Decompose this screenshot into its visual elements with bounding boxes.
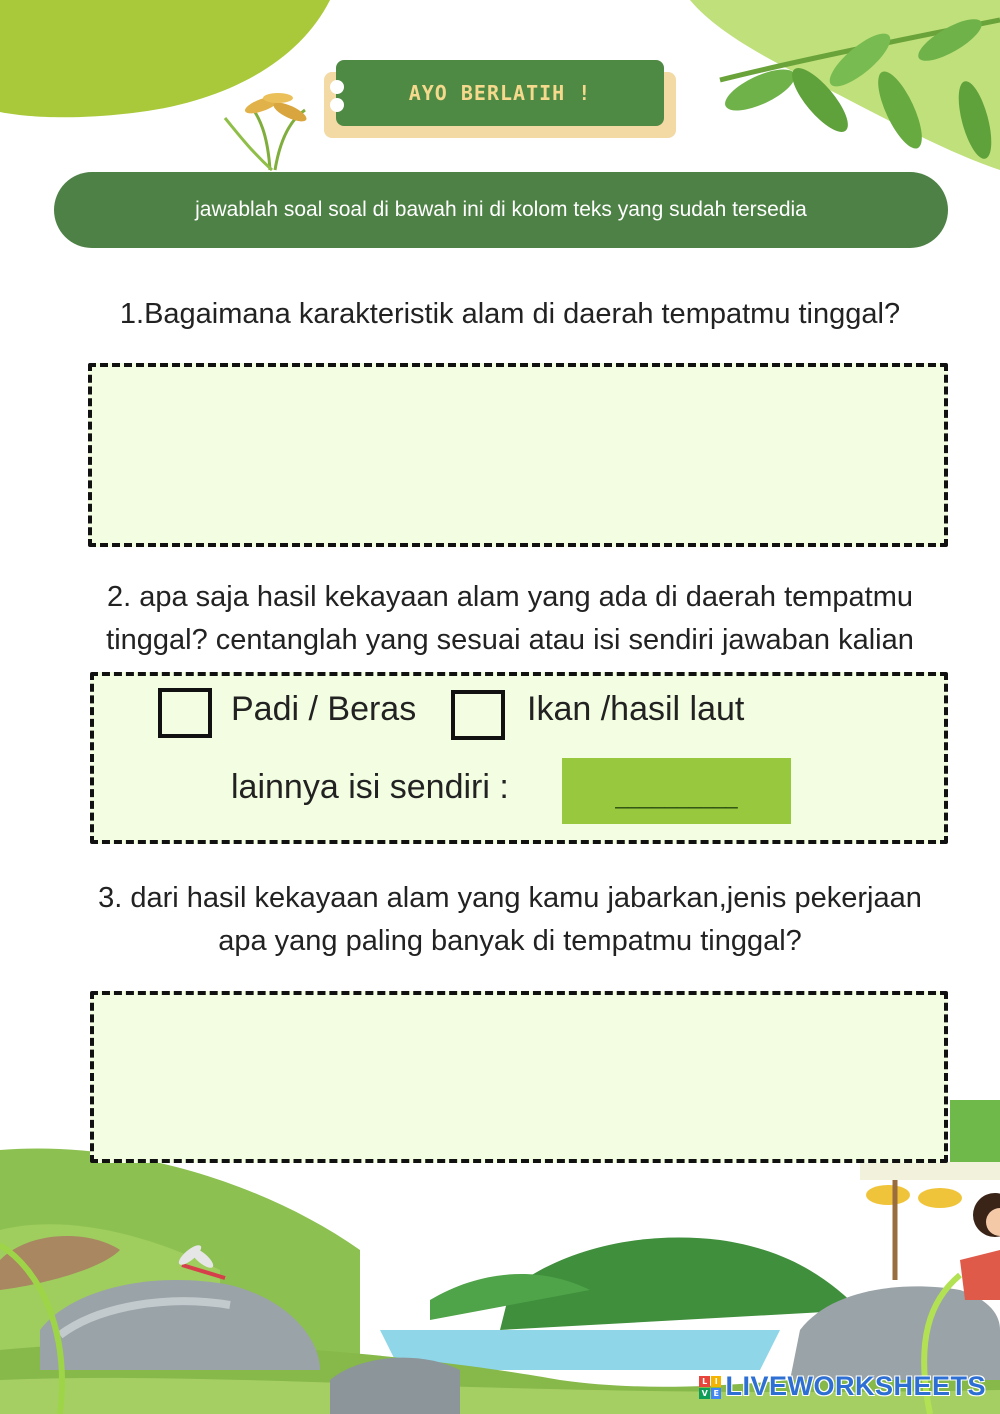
question-2: [40, 576, 980, 662]
question-3-line-2: apa yang paling banyak di tempatmu tinggal?: [218, 925, 802, 957]
rice-plant-icon: [225, 93, 309, 170]
liveworksheets-watermark: [699, 1371, 986, 1402]
checkbox-padi-beras[interactable]: [158, 688, 212, 738]
question-3: [40, 877, 980, 963]
other-answer-value: __________: [615, 784, 738, 809]
other-answer-input[interactable]: [562, 758, 791, 824]
liveworksheets-logo-icon: L I V E: [699, 1376, 721, 1398]
question-2-line-2: tinggal? centanglah yang sesuai atau isi sendiri jawaban kalian: [106, 624, 914, 656]
instruction-text: jawablah soal soal di bawah ini di kolom teks yang sudah tersedia: [195, 198, 807, 221]
instruction-banner: [54, 172, 948, 248]
binder-dot-icon: [330, 98, 344, 112]
answer-box-3[interactable]: [90, 991, 948, 1163]
question-1-text: 1.Bagaimana karakteristik alam di daerah tempatmu tinggal?: [119, 298, 901, 330]
checkbox-ikan-hasil-laut[interactable]: [451, 690, 505, 740]
option-label-ikan-hasil-laut: Ikan /hasil laut: [527, 690, 745, 728]
binder-dot-icon: [330, 80, 344, 94]
other-option-label: lainnya isi sendiri :: [231, 768, 509, 806]
question-1: [60, 293, 960, 336]
question-3-line-1: 3. dari hasil kekayaan alam yang kamu jabarkan,jenis pekerjaan: [98, 882, 922, 914]
option-label-padi-beras: Padi / Beras: [231, 690, 417, 728]
answer-box-1[interactable]: [88, 363, 948, 547]
options-box: [90, 672, 948, 844]
watermark-text: LIVEWORKSHEETS: [725, 1371, 986, 1401]
page-title: AYO BERLATIH !: [408, 81, 592, 105]
header-tag: [336, 60, 664, 126]
question-2-line-1: 2. apa saja hasil kekayaan alam yang ada di daerah tempatmu: [106, 581, 914, 613]
